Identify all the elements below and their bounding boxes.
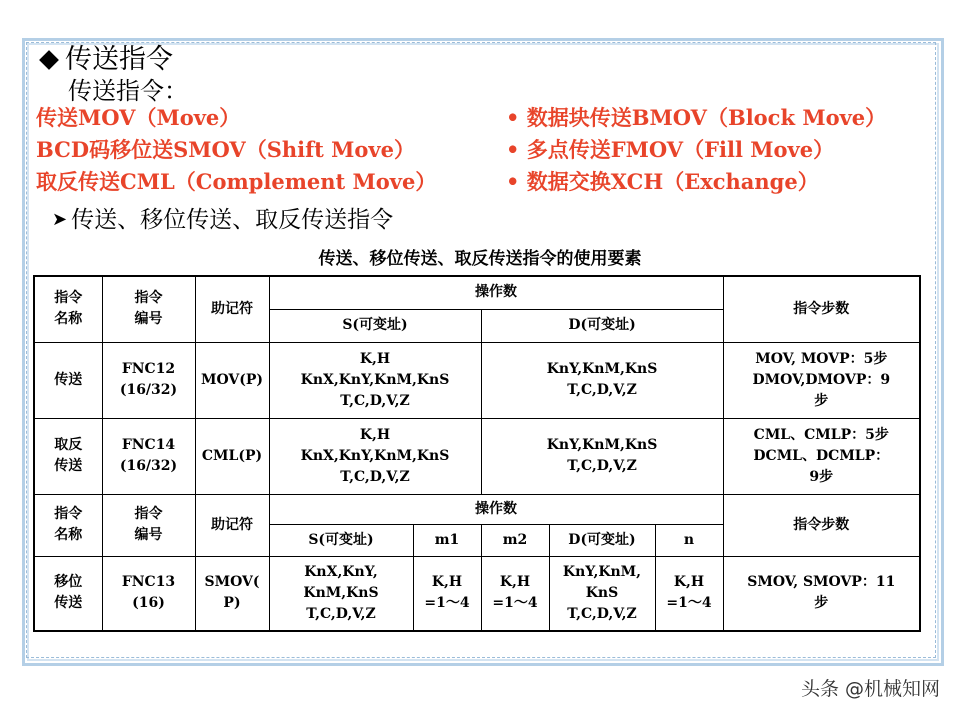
header-mnemonic: 助记符: [195, 494, 269, 556]
cell-steps: MOV, MOVP：5步 DMOV,DMOVP：9 步: [723, 342, 920, 418]
instruction-list-left: [36, 102, 436, 198]
list-item: • 数据块传送BMOV（Block Move）: [506, 105, 887, 130]
cell-s: KnX,KnY, KnM,KnS T,C,D,V,Z: [269, 556, 413, 631]
instruction-table: [33, 275, 921, 632]
cell-d: KnY,KnM,KnS T,C,D,V,Z: [481, 342, 723, 418]
cell-d: KnY,KnM,KnS T,C,D,V,Z: [481, 418, 723, 494]
section-heading-text: 传送、移位传送、取反传送指令: [71, 207, 394, 233]
cell-d: KnY,KnM, KnS T,C,D,V,Z: [549, 556, 655, 631]
cell-mnemonic: SMOV( P): [195, 556, 269, 631]
list-item: • 多点传送FMOV（Fill Move）: [506, 137, 835, 162]
list-item: 传送MOV（Move）: [36, 105, 241, 130]
watermark: 头条 @机械知网: [800, 678, 940, 700]
cell-m2: K,H =1～4: [481, 556, 549, 631]
cell-steps: CML、CMLP：5步 DCML、DCMLP： 9步: [723, 418, 920, 494]
subtitle: 传送指令：: [68, 77, 188, 105]
header-s: S(可变址): [269, 309, 481, 342]
header-name: 指令 名称: [34, 494, 102, 556]
cell-n: K,H =1～4: [655, 556, 723, 631]
header-operands: 操作数: [269, 494, 723, 524]
header-s: S(可变址): [269, 524, 413, 556]
cell-name: 取反 传送: [34, 418, 102, 494]
table-row: [34, 556, 920, 631]
header-m1: m1: [413, 524, 481, 556]
header-code: 指令 编号: [102, 276, 195, 342]
header-n: n: [655, 524, 723, 556]
list-item: 取反传送CML（Complement Move）: [36, 169, 437, 194]
cell-code: FNC14 (16/32): [102, 418, 195, 494]
cell-mnemonic: CML(P): [195, 418, 269, 494]
header-operands: 操作数: [269, 276, 723, 309]
header-m2: m2: [481, 524, 549, 556]
cell-name: 传送: [34, 342, 102, 418]
list-item: BCD码移位送SMOV（Shift Move）: [36, 137, 415, 162]
cell-code: FNC13 (16): [102, 556, 195, 631]
header-steps: 指令步数: [723, 276, 920, 342]
cell-mnemonic: MOV(P): [195, 342, 269, 418]
section-heading: [52, 205, 393, 235]
header-d: D(可变址): [481, 309, 723, 342]
table-row: [34, 342, 920, 418]
header-mnemonic: 助记符: [195, 276, 269, 342]
slide-title: [38, 44, 173, 76]
cell-s: K,H KnX,KnY,KnM,KnS T,C,D,V,Z: [269, 418, 481, 494]
list-item: • 数据交换XCH（Exchange）: [506, 169, 819, 194]
cell-s: K,H KnX,KnY,KnM,KnS T,C,D,V,Z: [269, 342, 481, 418]
diamond-bullet-icon: [39, 50, 59, 70]
table-caption: 传送、移位传送、取反传送指令的使用要素: [318, 249, 642, 269]
cell-steps: SMOV, SMOVP：11 步: [723, 556, 920, 631]
header-d: D(可变址): [549, 524, 655, 556]
table-header-row: [34, 494, 920, 524]
cell-code: FNC12 (16/32): [102, 342, 195, 418]
cell-m1: K,H =1～4: [413, 556, 481, 631]
cell-name: 移位 传送: [34, 556, 102, 631]
header-steps: 指令步数: [723, 494, 920, 556]
instruction-list-right: [506, 102, 886, 198]
slide-title-text: 传送指令: [65, 44, 173, 75]
table-row: [34, 418, 920, 494]
table-header-row: [34, 276, 920, 309]
arrow-bullet-icon: ➤: [52, 209, 68, 230]
header-code: 指令 编号: [102, 494, 195, 556]
header-name: 指令 名称: [34, 276, 102, 342]
